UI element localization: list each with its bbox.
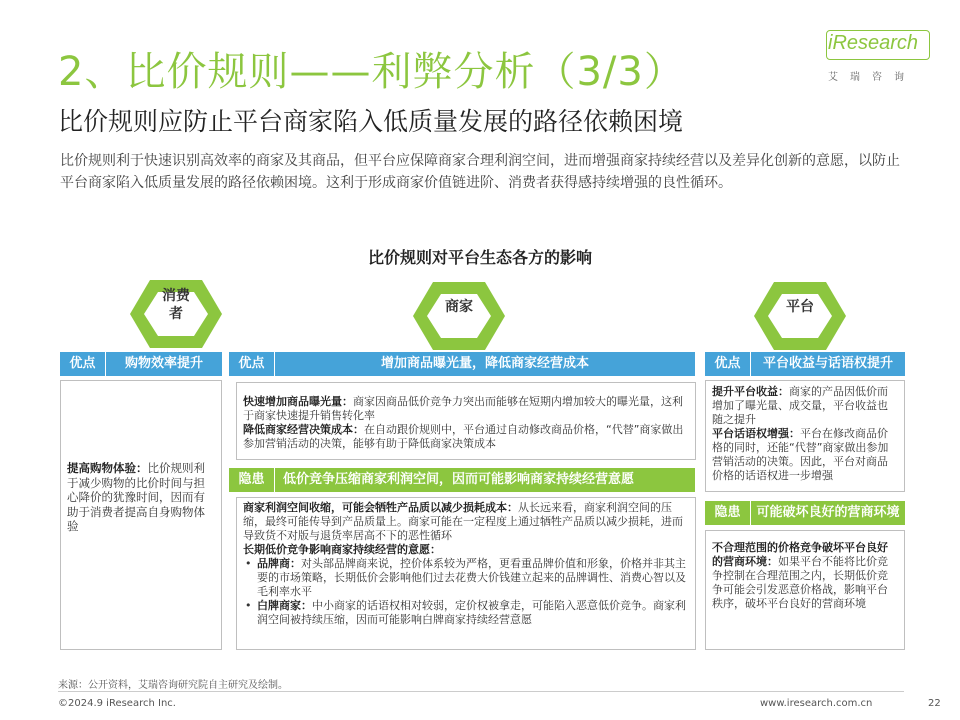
advantage-item: [712, 427, 898, 483]
advantage-item: [243, 423, 689, 451]
bullet-heading: 白牌商家：: [257, 599, 312, 612]
bullet-icon: •: [245, 599, 252, 612]
bullet-text: 中小商家的话语权相对较弱，定价权被拿走，可能陷入恶意低价竞争。商家利润空间被持续压缩，因而可能影响白牌商家持续经营意愿: [257, 599, 686, 626]
platform-risk-box: [705, 530, 905, 650]
platform-hexagon: [752, 280, 848, 352]
risk-tag: 隐患: [229, 468, 275, 492]
advantage-title: 平台收益与话语权提升: [762, 356, 893, 371]
diagram-title: 比价规则对平台生态各方的影响: [367, 248, 592, 267]
advantage-item: [712, 385, 898, 427]
risk-title: 低价竞争压缩商家利润空间，因而可能影响商家持续经营意愿: [283, 472, 635, 487]
advantage-item-heading: 提升平台收益：: [712, 385, 789, 398]
copyright: ©2024.9 iResearch Inc.: [58, 698, 176, 709]
hexagon-chevron-icon: [752, 280, 848, 352]
advantage-item-text: 商家因商品低价竞争力突出而能够在短期内增加较大的曝光量，这利于商家快速提升销售转化率: [243, 395, 683, 422]
risk-item: [243, 501, 689, 543]
risk-title: 可能破坏良好的营商环境: [756, 505, 900, 520]
risk-heading: 不合理范围的价格竞争破坏平台良好的营商环境：: [712, 541, 888, 568]
platform-advantage-box: [705, 380, 905, 492]
advantage-item-text: 平台在修改商品价格的同时，还能“代替”商家做出参加营销活动的决策。因此，平台对商品价格的话语权进一步增强: [712, 427, 889, 482]
intro-paragraph: 比价规则利于快速识别高效率的商家及其商品，但平台应保障商家合理利润空间，进而增强商家持续经营以及差异化创新的意愿，以防止平台商家陷入低质量发展的路径依赖困境。这利于形成商家价值链进阶、消费者获得感持续增强的良性循环。: [60, 153, 900, 191]
page-title: 2、比价规则——利弊分析（3/3）: [58, 49, 685, 95]
advantage-text: 比价规则利于减少购物的比价时间与担心降价的犹豫时间，因而有助于消费者提高自身购物体验: [67, 461, 205, 533]
bullet-text: 对头部品牌商来说，控价体系较为严格，更看重品牌价值和形象，价格并非其主要的市场策略，长期低价会影响他们过去花费大价钱建立起来的品牌调性、消费心智以及毛利率水平: [257, 557, 686, 598]
advantage-item-text: 在自动跟价规则中，平台通过自动修改商品价格，“代替”商家做出参加营销活动的决策，能够有助于降低商家决策成本: [243, 423, 684, 450]
iresearch-logo: [822, 30, 932, 83]
advantage-item: [243, 395, 689, 423]
advantage-tag: 优点: [705, 352, 751, 376]
advantage-title: 增加商品曝光量，降低商家经营成本: [380, 356, 589, 371]
advantage-item-heading: 平台话语权增强：: [712, 427, 800, 440]
bullet-heading: 品牌商：: [257, 557, 301, 570]
logo-text: iResearch: [828, 32, 919, 54]
page-subtitle: 比价规则应防止平台商家陷入低质量发展的路径依赖困境: [58, 107, 684, 136]
merchant-advantage-box: [236, 382, 696, 460]
hexagon-chevron-icon: [411, 280, 507, 352]
logo-subtext: 艾瑞咨询: [828, 72, 916, 83]
risk-bullet-item: [243, 599, 689, 627]
platform-risk-bar: [705, 501, 905, 525]
platform-advantage-bar: [705, 352, 905, 376]
risk-item-heading: 商家利润空间收缩，可能会牺牲产品质以减少损耗成本：: [243, 501, 518, 514]
consumer-advantage-box: [60, 380, 222, 650]
merchant-advantage-bar: [229, 352, 695, 376]
consumer-hexagon: [128, 278, 224, 350]
risk-item: [243, 543, 689, 557]
consumer-label: 消费者: [162, 288, 190, 322]
advantage-heading: 提高购物体验：: [67, 461, 148, 475]
risk-bullet-item: [243, 557, 689, 599]
advantage-item-text: 商家的产品因低价而增加了曝光量、成交量，平台收益也随之提升: [712, 385, 888, 426]
risk-item-text: 从长远来看，商家利润空间的压缩，最终可能传导到产品质量上。商家可能在一定程度上通过牺牲产品质以减少损耗，进而导致货不对版与退货率居高不下的恶性循环: [243, 501, 683, 542]
source-note: 来源：公开资料，艾瑞咨询研究院自主研究及绘制。: [58, 680, 288, 691]
risk-item-heading: 长期低价竞争影响商家持续经营的意愿：: [243, 543, 441, 556]
merchant-label: 商家: [445, 299, 473, 315]
advantage-title: 购物效率提升: [124, 356, 203, 371]
advantage-tag: 优点: [229, 352, 275, 376]
footer-divider: [58, 691, 904, 692]
page-number: 22: [928, 698, 941, 709]
website-link[interactable]: www.iresearch.com.cn: [760, 698, 873, 709]
consumer-advantage-bar: [60, 352, 222, 376]
platform-label: 平台: [786, 299, 814, 315]
merchant-hexagon: [411, 280, 507, 352]
merchant-risk-box: [236, 497, 696, 650]
risk-text: 如果平台不能将比价竞争控制在合理范围之内，长期低价竞争可能会引发恶意价格战，影响平台秩序，破坏平台良好的营商环境: [712, 555, 888, 610]
merchant-risk-bar: [229, 468, 695, 492]
risk-tag: 隐患: [705, 501, 751, 525]
advantage-item-heading: 快速增加商品曝光量：: [243, 395, 353, 408]
bullet-icon: •: [245, 557, 252, 570]
advantage-tag: 优点: [60, 352, 106, 376]
advantage-item-heading: 降低商家经营决策成本：: [243, 423, 364, 436]
